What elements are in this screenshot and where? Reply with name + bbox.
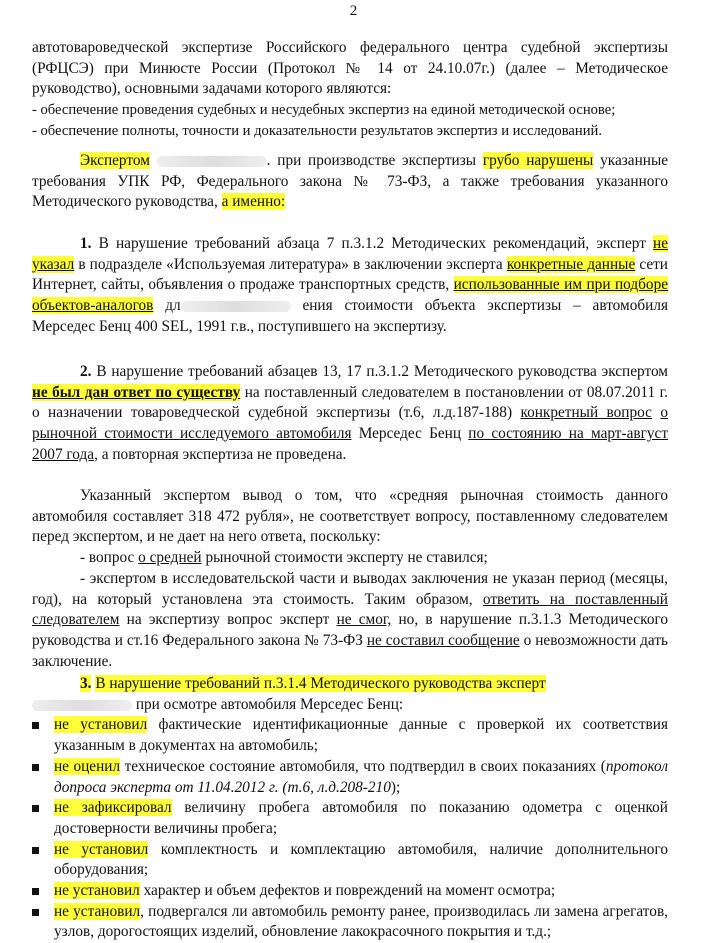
bullet-text: техническое состояние автомобиля, что подтвердил в своих показаниях ( [120,757,606,775]
item-2-text-1: В нарушение требований абзацев 13, 17 п.3.1.2 Методического руководства экспертом [96,363,668,380]
expert-paragraph [32,151,668,213]
list-item [32,757,668,798]
redacted-text [181,301,291,312]
item-3-text-1: при осмотре автомобиля Мерседес Бенц: [135,695,404,713]
expert-text-2: указанные требования УПК РФ, Федерального закона № 73-ФЗ, а также требования указанного Методического руководства, [32,152,669,211]
item-3-highlight: В нарушение требований п.3.1.4 Методического руководства эксперт [95,675,546,692]
item-2-underline-3: по состоянию на март-август 2007 года [32,425,669,463]
page-number: 2 [349,3,358,19]
item-3-line-2 [32,695,668,716]
dash-2-text-c: но, в нарушение п.3.1.3 Методического руководства и ст.16 Федерального закона № 73-ФЗ [32,611,669,649]
bullet-text: характер и объем дефектов и повреждений на момент осмотра; [139,882,556,900]
dash-2-text-a: - экспертом в исследовательской части и выводах заключения не указан период (месяцы, год), на который установлена эта стоимость. Таким образом, [32,569,668,608]
highlight-namely: а именно: [221,193,286,211]
item-2-number: 2. [80,363,92,380]
conclusion-dash-1 [32,548,668,569]
item-2-paragraph [32,362,668,466]
bullet-italic-text: протокол допроса эксперта от 11.04.2012 г. (т.6, л.д.208-210 [54,757,668,796]
item-3-block [32,674,668,943]
redacted-name [157,156,267,167]
bullet-square-icon [32,847,39,854]
item-2-text-3: Мерседес Бенц [358,425,462,443]
dash-2-underline-2: не смог, [336,611,392,629]
item-1-text-3: сети Интернет, сайты, объявления о продаже транспортных средств, [32,255,668,294]
conclusion-dash-2 [32,569,668,673]
bullet-text: комплектность и комплектацию автомобиля, наличие дополнительного оборудования; [54,840,668,879]
bullet-highlight: не зафиксировал [54,799,172,817]
item-3-heading [32,674,668,695]
conclusion-block [32,486,668,672]
item-1-underline-2: конкретные данные [506,255,636,273]
list-item [32,840,668,881]
dash-2-text-d: о невозможности дать заключение. [32,631,668,670]
bullet-text: , подвергался ли автомобиль ремонту ранее, производилась ли замена агрегатов, узлов, дорогостоящих изделий, обновление лакокрасочного покрытия и т.д.; [54,902,668,941]
expert-text-1: . при производстве экспертизы [266,152,477,169]
intro-paragraph: автотовароведческой экспертизе Российского федерального центра судебной экспертизы (РФЦСЭ) при Минюсте России (Протокол № 14 от 24.10.07г.) (далее – Методическое руководство), основными задачами которого являются: [32,39,668,98]
list-item [32,881,668,902]
item-2-text-4: , а повторная экспертиза не проведена. [94,445,347,463]
highlight-grossly-violated: грубо нарушены [482,152,594,169]
bullet-highlight: не установил [54,840,149,858]
conclusion-paragraph: Указанный экспертом вывод о том, что «средняя рыночная стоимость данного автомобиля составляет 318 472 рубля», не соответствует вопросу, поставленному следователем перед экспертом, и не дает на него ответа, поскольку: [32,487,668,546]
bullet-square-icon [32,888,39,895]
item-2-underline-2: о рыночной стоимости исследуемого автомобиля [32,404,668,443]
bullet-highlight: не установил [54,716,148,734]
redacted-name-2 [32,700,132,711]
list-item [32,798,668,839]
bullet-square-icon [32,764,39,771]
highlight-expert: Экспертом [80,152,150,169]
bullet-text: фактические идентификационные данные с проверкой их соответствия указанным в документах на автомобиль; [54,716,668,755]
item-1-text-2: в подразделе «Используемая литература» в заключении эксперта [78,255,503,273]
item-1-number: 1. [80,235,92,252]
intro-dash-2: - обеспечение полноты, точности и доказательности результатов экспертиз и исследований. [32,122,602,139]
bullet-square-icon [32,805,39,812]
list-item [32,715,668,756]
item-1-text-1: В нарушение требований абзаца 7 п.3.1.2 Методических рекомендаций, эксперт [98,235,646,252]
list-item [32,902,668,943]
dash-1-underline: о средней [138,549,202,567]
dash-2-underline-1: ответить на поставленный следователем [32,590,668,629]
item-1-text-5: ения стоимости объекта экспертизы – автомобиля Мерседес Бенц 400 SEL, 1991 г.в., поступившего на экспертизу. [32,297,668,335]
dash-1-text-a: - вопрос [80,549,135,567]
bullet-tail-text: ); [390,778,401,796]
dash-2-text-b: на экспертизу вопрос эксперт [126,611,330,629]
intro-dash-1: - обеспечение проведения судебных и несудебных экспертиз на единой методической основе; [32,102,616,119]
bullet-square-icon [32,909,39,916]
item-3-number: 3. [80,675,92,692]
item-2-underline-1: конкретный вопрос [520,404,652,422]
intro-block [32,38,668,142]
bullet-highlight: не установил [54,902,141,920]
item-2-text-2: на поставленный следователем в постановлении от 08.07.2011 г. о назначении товароведческой судебной экспертизы (т.6, л.д.187-188) [32,383,669,422]
bullet-text: величину пробега автомобиля по показанию одометра с оценкой достоверности величины пробега; [54,799,668,837]
item-1-underline-3: использованные им при подборе объектов-аналогов [32,276,669,315]
dash-2-underline-3: не составил сообщение [366,631,520,649]
dash-1-text-b: рыночной стоимости эксперту не ставился; [205,549,488,567]
item-1-paragraph [32,234,668,338]
bullet-square-icon [32,722,39,729]
item-2-bold-highlight: не был дан ответ по существу [32,383,241,401]
bullet-highlight: не оценил [54,757,121,775]
item-1-underline-1: не указал [32,235,669,273]
violations-list [32,715,668,943]
bullet-highlight: не установил [54,882,140,900]
item-1-text-4: дл [165,297,181,315]
